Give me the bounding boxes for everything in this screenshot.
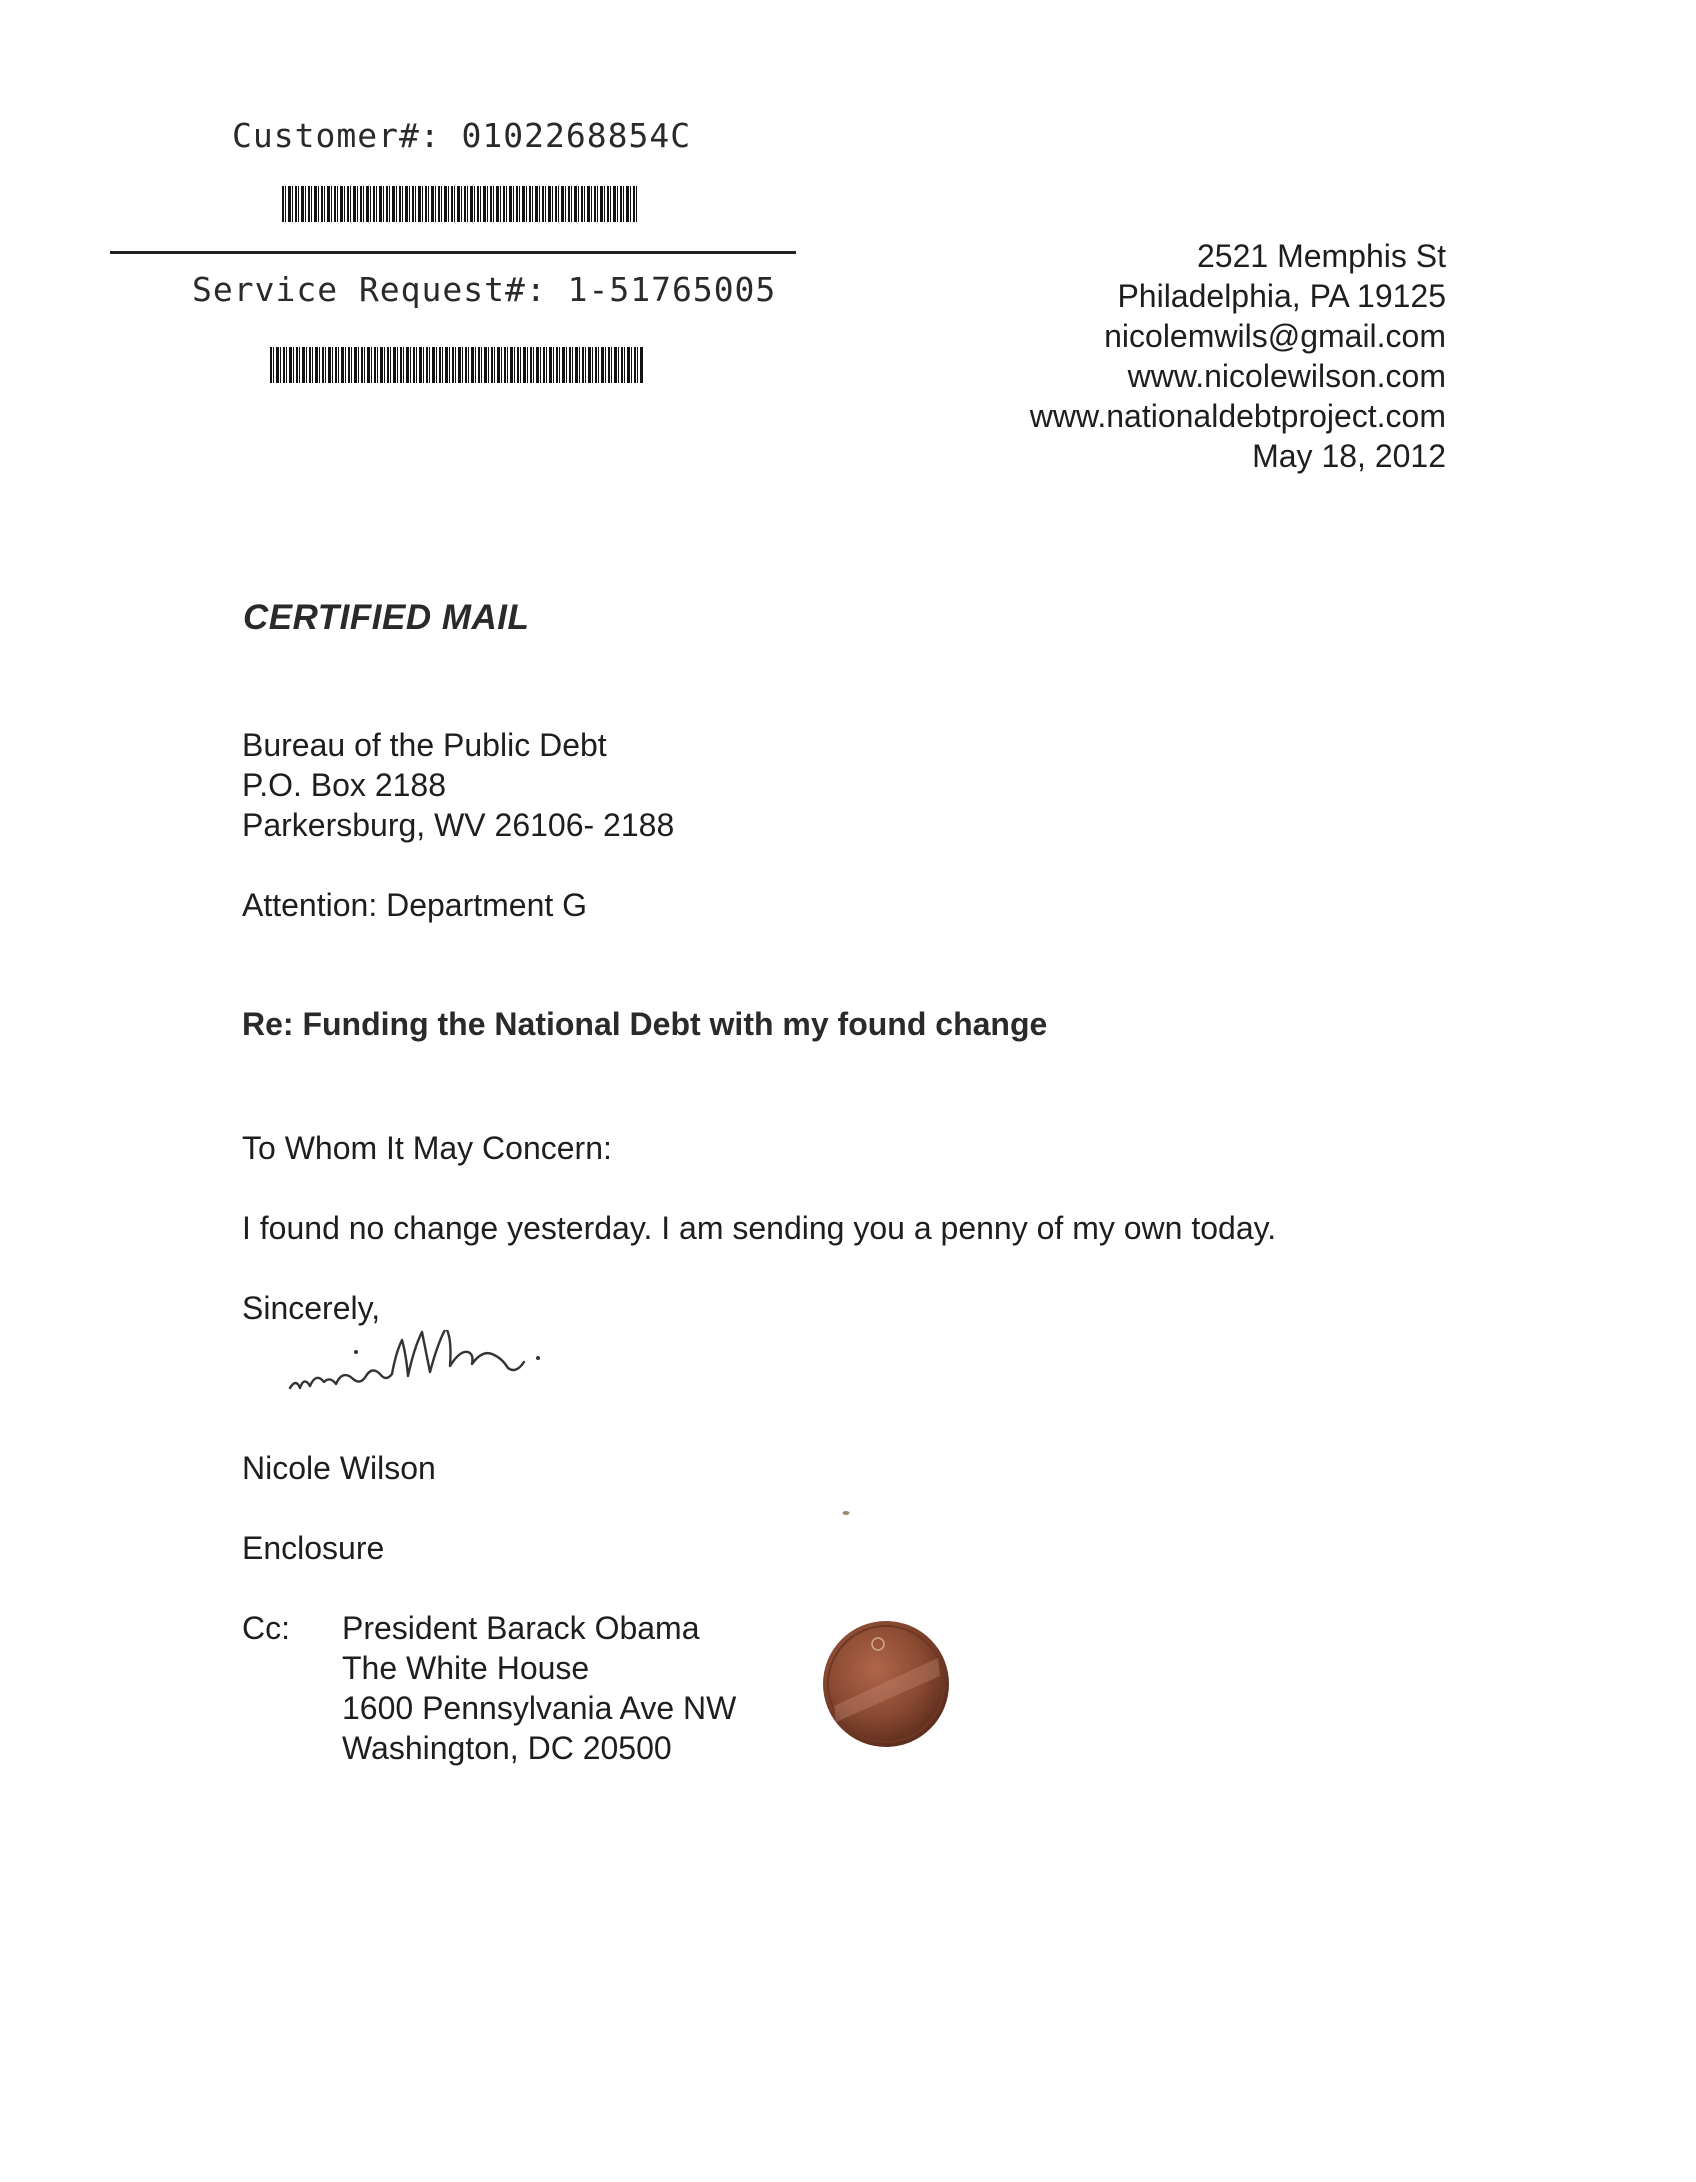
header-divider bbox=[110, 251, 796, 254]
recipient-po-box: P.O. Box 2188 bbox=[242, 767, 446, 803]
paper-speck bbox=[842, 1510, 850, 1516]
sender-email: nicolemwils@gmail.com bbox=[1104, 318, 1446, 354]
recipient-city: Parkersburg, WV 26106- 2188 bbox=[242, 807, 675, 843]
service-request-barcode bbox=[270, 347, 644, 383]
sender-website: www.nicolewilson.com bbox=[1127, 358, 1446, 394]
cc-address-block bbox=[342, 1608, 736, 1768]
subject-line: Re: Funding the National Debt with my found change bbox=[242, 1006, 1048, 1042]
recipient-address-block bbox=[242, 725, 674, 845]
sender-street: 2521 Memphis St bbox=[1196, 238, 1446, 274]
cc-line: 1600 Pennsylvania Ave NW bbox=[342, 1690, 737, 1726]
attention-line: Attention: Department G bbox=[242, 887, 588, 923]
closing: Sincerely, bbox=[242, 1290, 381, 1326]
sender-website-project: www.nationaldebtproject.com bbox=[1029, 398, 1446, 434]
letter-body: I found no change yesterday. I am sending you a penny of my own today. bbox=[242, 1210, 1277, 1246]
certified-mail-label: CERTIFIED MAIL bbox=[243, 598, 530, 637]
cc-line: Washington, DC 20500 bbox=[342, 1730, 672, 1766]
cc-line: President Barack Obama bbox=[342, 1610, 700, 1646]
service-request-number: Service Request#: 1-51765005 bbox=[192, 270, 777, 309]
cc-line: The White House bbox=[342, 1650, 590, 1686]
recipient-name: Bureau of the Public Debt bbox=[242, 727, 607, 763]
signer-name: Nicole Wilson bbox=[242, 1450, 436, 1486]
customer-number: Customer#: 0102268854C bbox=[232, 116, 692, 155]
salutation: To Whom It May Concern: bbox=[242, 1130, 612, 1166]
handwritten-signature bbox=[280, 1330, 660, 1410]
enclosure-note: Enclosure bbox=[242, 1530, 385, 1566]
cc-label: Cc: bbox=[242, 1610, 290, 1646]
penny-coin-image bbox=[820, 1618, 952, 1750]
sender-city: Philadelphia, PA 19125 bbox=[1117, 278, 1446, 314]
sender-address-block bbox=[1030, 236, 1446, 476]
customer-barcode bbox=[282, 186, 638, 222]
letter-date: May 18, 2012 bbox=[1252, 438, 1446, 474]
